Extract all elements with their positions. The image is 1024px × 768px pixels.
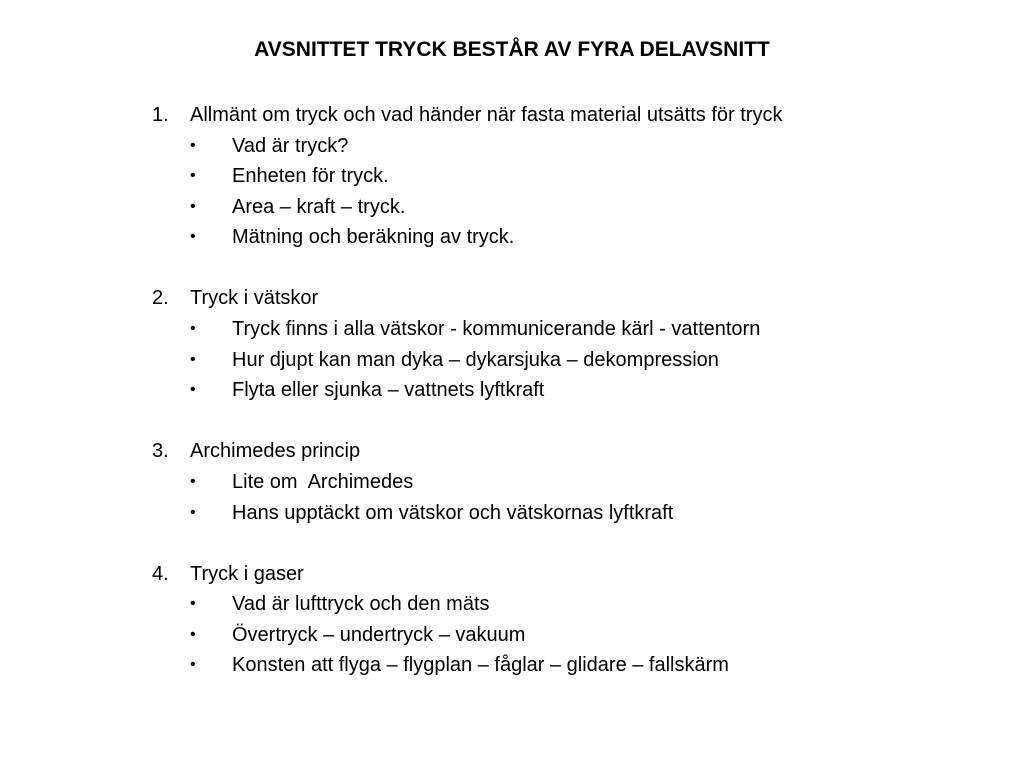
bullet-icon: • bbox=[190, 228, 196, 246]
list-item bbox=[152, 345, 1012, 376]
bullet-icon: • bbox=[190, 656, 196, 674]
bullet-icon: • bbox=[190, 381, 196, 399]
list-item-text: Hans upptäckt om vätskor och vätskornas lyftkraft bbox=[232, 501, 674, 524]
list-item bbox=[152, 650, 1012, 681]
list-item-text: Area – kraft – tryck. bbox=[232, 195, 406, 218]
section-1 bbox=[152, 100, 1012, 253]
section-number: 1. bbox=[152, 104, 169, 126]
section-number: 3. bbox=[152, 440, 169, 463]
list-item bbox=[152, 161, 1012, 192]
list-item-text: Hur djupt kan man dyka – dykarsjuka – dekompression bbox=[232, 348, 719, 371]
bullet-icon: • bbox=[190, 197, 196, 215]
list-item bbox=[152, 375, 1012, 406]
section-heading bbox=[152, 100, 1012, 131]
bullet-icon: • bbox=[190, 472, 196, 490]
section-heading bbox=[152, 283, 1012, 314]
section-number: 2. bbox=[152, 287, 169, 310]
slide-title: AVSNITTET TRYCK BESTÅR AV FYRA DELAVSNITT bbox=[254, 38, 770, 61]
list-item bbox=[152, 131, 1012, 162]
outline-list bbox=[152, 100, 1012, 712]
bullet-icon: • bbox=[190, 595, 196, 613]
list-item-text: Vad är tryck? bbox=[232, 134, 349, 157]
section-heading bbox=[152, 436, 1012, 467]
list-item bbox=[152, 498, 1012, 529]
bullet-icon: • bbox=[190, 167, 196, 185]
section-4 bbox=[152, 559, 1012, 681]
bullet-icon: • bbox=[190, 503, 196, 521]
section-2 bbox=[152, 283, 1012, 405]
list-item bbox=[152, 192, 1012, 223]
section-3 bbox=[152, 436, 1012, 528]
list-item-text: Enheten för tryck. bbox=[232, 165, 389, 188]
list-item-text: Tryck finns i alla vätskor - kommunicerande kärl - vattentorn bbox=[232, 318, 761, 341]
bullet-icon: • bbox=[190, 136, 196, 154]
section-heading-text: Tryck i gaser bbox=[190, 562, 304, 585]
list-item bbox=[152, 467, 1012, 498]
list-item-text: Övertryck – undertryck – vakuum bbox=[232, 623, 526, 646]
list-item-text: Lite om Archimedes bbox=[232, 470, 414, 493]
list-item bbox=[152, 314, 1012, 345]
bullet-icon: • bbox=[190, 350, 196, 368]
section-heading-text: Allmänt om tryck och vad händer när fasta material utsätts för tryck bbox=[190, 104, 783, 126]
section-heading bbox=[152, 559, 1012, 590]
list-item-text: Konsten att flyga – flygplan – fåglar – glidare – fallskärm bbox=[232, 654, 729, 677]
section-heading-text: Archimedes princip bbox=[190, 440, 361, 463]
section-number: 4. bbox=[152, 562, 169, 585]
list-item-text: Flyta eller sjunka – vattnets lyftkraft bbox=[232, 379, 545, 402]
list-item bbox=[152, 589, 1012, 620]
list-item bbox=[152, 620, 1012, 651]
list-item-text: Mätning och beräkning av tryck. bbox=[232, 226, 515, 249]
list-item bbox=[152, 222, 1012, 253]
section-heading-text: Tryck i vätskor bbox=[190, 287, 319, 310]
list-item-text: Vad är lufttryck och den mäts bbox=[232, 593, 490, 616]
bullet-icon: • bbox=[190, 320, 196, 338]
bullet-icon: • bbox=[190, 625, 196, 643]
